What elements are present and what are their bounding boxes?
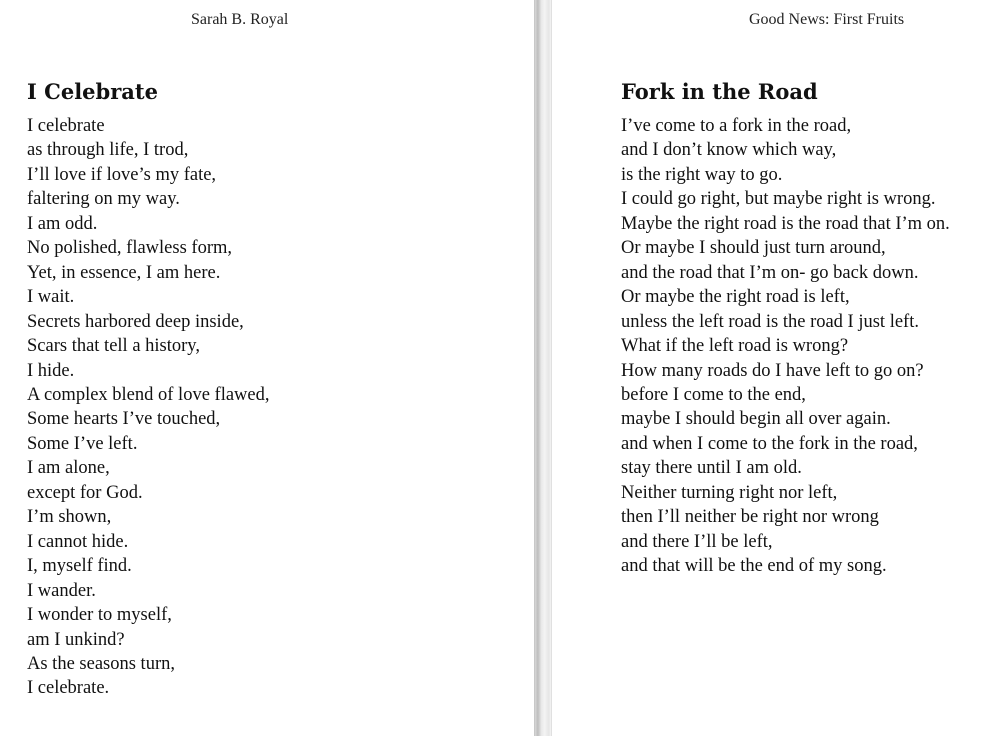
poem-line: Yet, in essence, I am here. [27,262,221,283]
poem-line: as through life, I trod, [27,140,189,161]
right-poem-title: Fork in the Road [621,79,818,104]
poem-line: faltering on my way. [27,189,180,210]
page-gutter [534,0,552,736]
poem-line: I’ve come to a fork in the road, [621,116,852,136]
right-page [552,0,996,736]
poem-line: Neither turning right nor left, [621,482,838,503]
poem-line: How many roads do I have left to go on? [621,360,924,381]
poem-line: before I come to the end, [621,384,806,405]
poem-line: I’ll love if love’s my fate, [27,164,217,185]
poem-line: and that will be the end of my song. [621,556,887,577]
poem-line: I wait. [27,287,75,308]
right-poem-body [621,114,950,579]
poem-line: Or maybe I should just turn around, [621,238,886,259]
poem-line: I, myself find. [27,556,132,577]
poem-line: I celebrate [27,116,105,136]
poem-line: Some hearts I’ve touched, [27,409,221,430]
poem-line: I am odd. [27,213,98,234]
poem-line: As the seasons turn, [27,653,175,674]
poem-line: is the right way to go. [621,164,783,185]
left-poem-title: I Celebrate [27,79,158,104]
poem-line: I cannot hide. [27,531,129,552]
poem-line: I wonder to myself, [27,605,172,626]
poem-line: Some I’ve left. [27,433,138,454]
poem-line: I wander. [27,580,96,601]
poem-line: then I’ll neither be right nor wrong [621,507,879,528]
poem-line: stay there until I am old. [621,458,802,479]
poem-line: I am alone, [27,458,110,479]
poem-line: maybe I should begin all over again. [621,409,891,430]
poem-line: What if the left road is wrong? [621,336,849,357]
right-running-head: Good News: First Fruits [749,11,905,28]
poem-line: and when I come to the fork in the road, [621,433,918,454]
poem-line: No polished, flawless form, [27,238,233,259]
left-poem-body [27,114,270,701]
poem-line: I hide. [27,360,75,381]
poem-line: and there I’ll be left, [621,531,773,552]
poem-line: Maybe the right road is the road that I’m on. [621,213,950,234]
poem-line: Scars that tell a history, [27,336,200,357]
poem-line: I could go right, but maybe right is wrong. [621,189,936,210]
poem-line: I celebrate. [27,678,110,699]
poem-line: except for God. [27,482,143,503]
poem-line: Or maybe the right road is left, [621,287,850,308]
left-running-head: Sarah B. Royal [191,11,289,28]
poem-line: and I don’t know which way, [621,140,837,161]
poem-line: Secrets harbored deep inside, [27,311,244,332]
poem-line: am I unkind? [27,629,125,650]
poem-line: and the road that I’m on- go back down. [621,262,919,283]
poem-line: unless the left road is the road I just left. [621,311,919,332]
poem-line: I’m shown, [27,507,112,528]
poem-line: A complex blend of love flawed, [27,384,270,405]
